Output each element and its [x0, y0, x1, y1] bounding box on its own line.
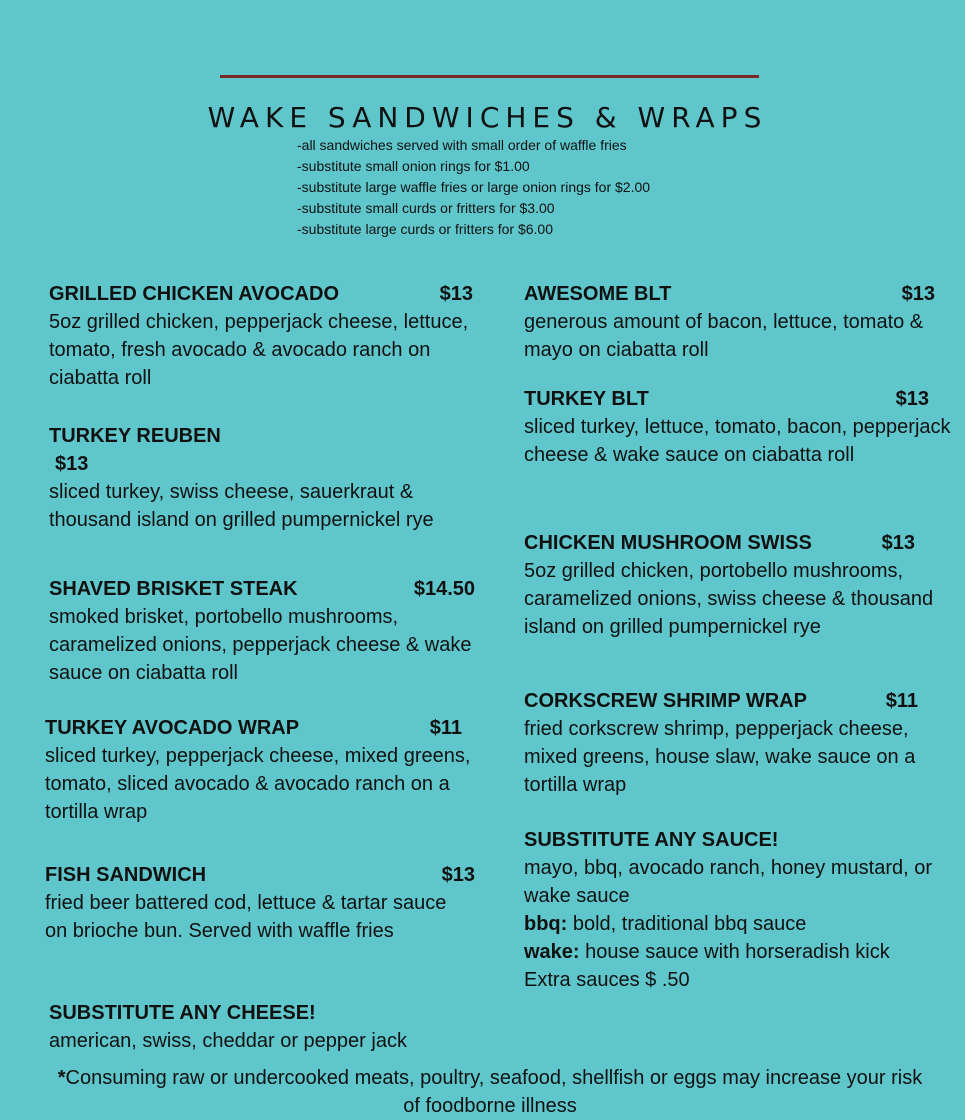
item-description: sliced turkey, pepperjack cheese, mixed greens, tomato, sliced avocado & avocado ranch on a tortilla wrap: [45, 745, 471, 823]
menu-item-corkscrew-shrimp-wrap: [524, 687, 924, 799]
menu-item-chicken-mushroom-swiss: [524, 529, 940, 641]
item-price: $11: [885, 690, 918, 712]
item-price: $13: [439, 283, 473, 305]
item-price: $13: [895, 388, 929, 410]
item-price: $13: [55, 453, 89, 475]
item-description: fried corkscrew shrimp, pepperjack cheese, mixed greens, house slaw, wake sauce on a tortilla wrap: [524, 718, 916, 796]
substitute-sauce: [524, 826, 944, 994]
item-name: TURKEY REUBEN: [49, 425, 221, 447]
note-line: -substitute small curds or fritters for $3.00: [297, 200, 555, 216]
menu-item-turkey-avocado-wrap: [45, 714, 472, 826]
item-name: SHAVED BRISKET STEAK: [49, 578, 298, 600]
sauce-bbq: [524, 910, 944, 938]
item-name: FISH SANDWICH: [45, 864, 207, 886]
item-price: $13: [441, 864, 475, 886]
menu-item-turkey-blt: [524, 385, 958, 469]
note-line: -substitute small onion rings for $1.00: [297, 158, 530, 174]
sauce-text: house sauce with horseradish kick: [579, 941, 890, 963]
item-name: AWESOME BLT: [524, 283, 672, 305]
menu-item-awesome-blt: [524, 280, 935, 364]
sauce-label: bbq:: [524, 913, 568, 935]
sauce-text: bold, traditional bbq sauce: [567, 913, 807, 935]
section-description: mayo, bbq, avocado ranch, honey mustard, or wake sauce: [524, 857, 933, 907]
note-line: -substitute large waffle fries or large onion rings for $2.00: [297, 179, 651, 195]
header-rule: [220, 75, 759, 78]
item-name: CHICKEN MUSHROOM SWISS: [524, 532, 812, 554]
extra-sauce-price: Extra sauces $ .50: [524, 969, 690, 991]
menu-item-turkey-reuben: [49, 422, 473, 534]
item-description: 5oz grilled chicken, portobello mushrooms, caramelized onions, swiss cheese & thousand island on grilled pumpernickel rye: [524, 560, 934, 638]
item-name: TURKEY AVOCADO WRAP: [45, 717, 300, 739]
item-description: smoked brisket, portobello mushrooms, caramelized onions, pepperjack cheese & wake sauce on ciabatta roll: [49, 606, 472, 684]
item-price: $13: [881, 532, 915, 554]
menu-item-shaved-brisket-steak: [49, 575, 475, 687]
item-description: 5oz grilled chicken, pepperjack cheese, lettuce, tomato, fresh avocado & avocado ranch on ciabatta roll: [49, 311, 469, 389]
item-price: $11: [429, 717, 462, 739]
item-description: sliced turkey, swiss cheese, sauerkraut & thousand island on grilled pumpernickel rye: [49, 481, 434, 531]
disclaimer-asterisk: *: [57, 1067, 66, 1089]
menu-item-fish-sandwich: [45, 861, 475, 945]
item-description: sliced turkey, lettuce, tomato, bacon, pepperjack cheese & wake sauce on ciabatta roll: [524, 416, 951, 466]
item-price: $13: [901, 283, 935, 305]
sauce-label: wake:: [524, 941, 580, 963]
disclaimer-text: Consuming raw or undercooked meats, poultry, seafood, shellfish or eggs may increase your risk of foodborne illness: [65, 1067, 923, 1117]
menu-notes: [297, 135, 650, 240]
food-safety-disclaimer: [50, 1064, 930, 1120]
section-description: american, swiss, cheddar or pepper jack: [49, 1030, 407, 1052]
section-heading: SUBSTITUTE ANY CHEESE!: [49, 1002, 316, 1024]
item-name: CORKSCREW SHRIMP WRAP: [524, 690, 807, 712]
item-description: fried beer battered cod, lettuce & tartar sauce on brioche bun. Served with waffle fries: [45, 892, 447, 942]
substitute-cheese: [49, 999, 479, 1055]
item-price: $14.50: [413, 578, 475, 600]
item-name: GRILLED CHICKEN AVOCADO: [49, 283, 339, 305]
item-name: TURKEY BLT: [524, 388, 649, 410]
section-heading: SUBSTITUTE ANY SAUCE!: [524, 829, 779, 851]
sauce-wake: [524, 938, 944, 966]
menu-title: WAKE SANDWICHES & WRAPS: [207, 101, 768, 134]
item-description: generous amount of bacon, lettuce, tomato & mayo on ciabatta roll: [524, 311, 924, 361]
menu-item-grilled-chicken-avocado: [49, 280, 473, 392]
note-line: -substitute large curds or fritters for $6.00: [297, 221, 553, 237]
note-line: -all sandwiches served with small order of waffle fries: [297, 137, 627, 153]
